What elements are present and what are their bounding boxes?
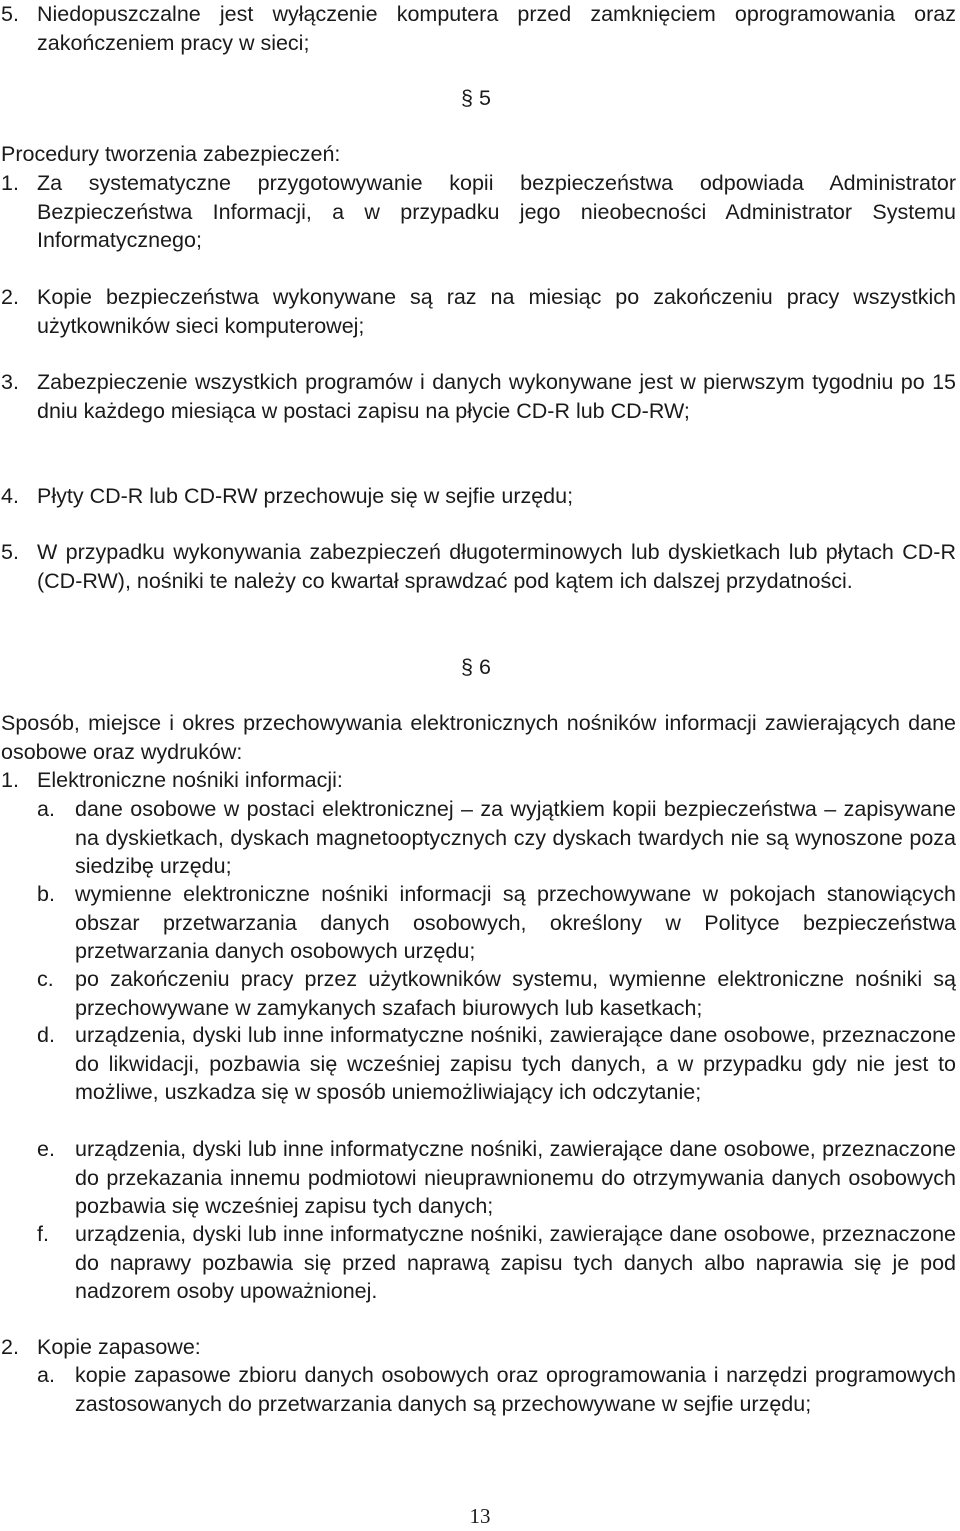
sub-list-item — [0, 1021, 960, 1135]
sub-item-letter: e. — [37, 1137, 55, 1161]
list-item — [0, 1333, 960, 1363]
sub-list-item — [0, 795, 960, 881]
sub-item-text: urządzenia, dyski lub inne informatyczne nośniki, zawierające dane osobowe, przeznaczone do naprawy pozbawia się przed naprawą zapisu tych danych albo naprawia się je pod nadzorem osoby upoważnionej. — [75, 1222, 956, 1303]
sub-list-item — [0, 1220, 960, 1306]
sub-list-item — [0, 1361, 960, 1447]
item-number: 5. — [1, 2, 19, 26]
sub-item-text: wymienne elektroniczne nośniki informacji są przechowywane w pokojach stanowiących obszar przetwarzania danych osobowych, określony w Polityce bezpieczeństwa przetwarzania danych osobowych urzędu; — [75, 882, 956, 963]
section-heading-6: § 6 — [461, 655, 491, 679]
list-item — [0, 368, 960, 454]
item-number: 1. — [1, 768, 19, 792]
sub-item-letter: b. — [37, 882, 55, 906]
sub-item-text: dane osobowe w postaci elektronicznej – za wyjątkiem kopii bezpieczeństwa – zapisywane na dyskietkach, dyskach magnetooptycznych czy dyskach twardych nie są wynoszone poza siedzibę urzędu; — [75, 797, 956, 878]
sub-item-text: kopie zapasowe zbioru danych osobowych oraz oprogramowania i narzędzi programowych zastosowanych do przetwarzania danych są przechowywane w sejfie urzędu; — [75, 1363, 956, 1416]
sub-item-letter: f. — [37, 1222, 49, 1246]
item-number: 2. — [1, 285, 19, 309]
list-item — [0, 538, 960, 624]
sub-list-item — [0, 1135, 960, 1221]
list-item — [0, 766, 960, 796]
list-item — [0, 169, 960, 255]
item-number: 5. — [1, 540, 19, 564]
procedures-heading: Procedury tworzenia zabezpieczeń: — [1, 142, 341, 166]
item-text: W przypadku wykonywania zabezpieczeń długoterminowych lub dyskietkach lub płytach CD-R (CD-RW), nośniki te należy co kwartał sprawdzać pod kątem ich dalszej przydatności. — [37, 540, 956, 593]
storage-heading: Sposób, miejsce i okres przechowywania elektronicznych nośników informacji zawierających dane osobowe oraz wydruków: — [1, 711, 956, 764]
sub-item-letter: a. — [37, 1363, 55, 1387]
list-item — [0, 283, 960, 341]
list-item — [0, 482, 960, 512]
item-text: Kopie zapasowe: — [37, 1335, 201, 1359]
item-text: Za systematyczne przygotowywanie kopii bezpieczeństwa odpowiada Administrator Bezpieczeństwa Informacji, a w przypadku jego nieobecności Administrator Systemu Informatycznego; — [37, 171, 956, 252]
sub-item-text: urządzenia, dyski lub inne informatyczne nośniki, zawierające dane osobowe, przeznaczone do przekazania innemu podmiotowi nieuprawnionemu do otrzymywania danych osobowych pozbawia się wcześniej zapisu tych danych; — [75, 1137, 956, 1218]
sub-item-text: po zakończeniu pracy przez użytkowników systemu, wymienne elektroniczne nośniki są przechowywane w zamykanych szafach biurowych lub kasetkach; — [75, 967, 956, 1020]
sub-item-letter: c. — [37, 967, 54, 991]
item-text: Niedopuszczalne jest wyłączenie komputera przed zamknięciem oprogramowania oraz zakończeniem pracy w sieci; — [37, 2, 956, 55]
sub-item-letter: a. — [37, 797, 55, 821]
item-number: 2. — [1, 1335, 19, 1359]
sub-item-text: urządzenia, dyski lub inne informatyczne nośniki, zawierające dane osobowe, przeznaczone do likwidacji, pozbawia się wcześniej zapisu tych danych, a w przypadku gdy nie jest to możliwe, uszkadza się w sposób uniemożliwiający ich odczytanie; — [75, 1023, 956, 1104]
item-number: 3. — [1, 370, 19, 394]
item-number: 4. — [1, 484, 19, 508]
sub-list-item — [0, 965, 960, 1023]
sub-item-letter: d. — [37, 1023, 55, 1047]
item-text: Elektroniczne nośniki informacji: — [37, 768, 343, 792]
item-text: Zabezpieczenie wszystkich programów i danych wykonywane jest w pierwszym tygodniu po 15 dniu każdego miesiąca w postaci zapisu na płycie CD-R lub CD-RW; — [37, 370, 956, 423]
section-heading-5: § 5 — [461, 86, 491, 110]
item-text: Kopie bezpieczeństwa wykonywane są raz na miesiąc po zakończeniu pracy wszystkich użytkowników sieci komputerowej; — [37, 285, 956, 338]
item-number: 1. — [1, 171, 19, 195]
page-number: 13 — [469, 1504, 491, 1528]
list-item — [0, 0, 960, 58]
item-text: Płyty CD-R lub CD-RW przechowuje się w sejfie urzędu; — [37, 484, 574, 508]
sub-list-item — [0, 880, 960, 966]
